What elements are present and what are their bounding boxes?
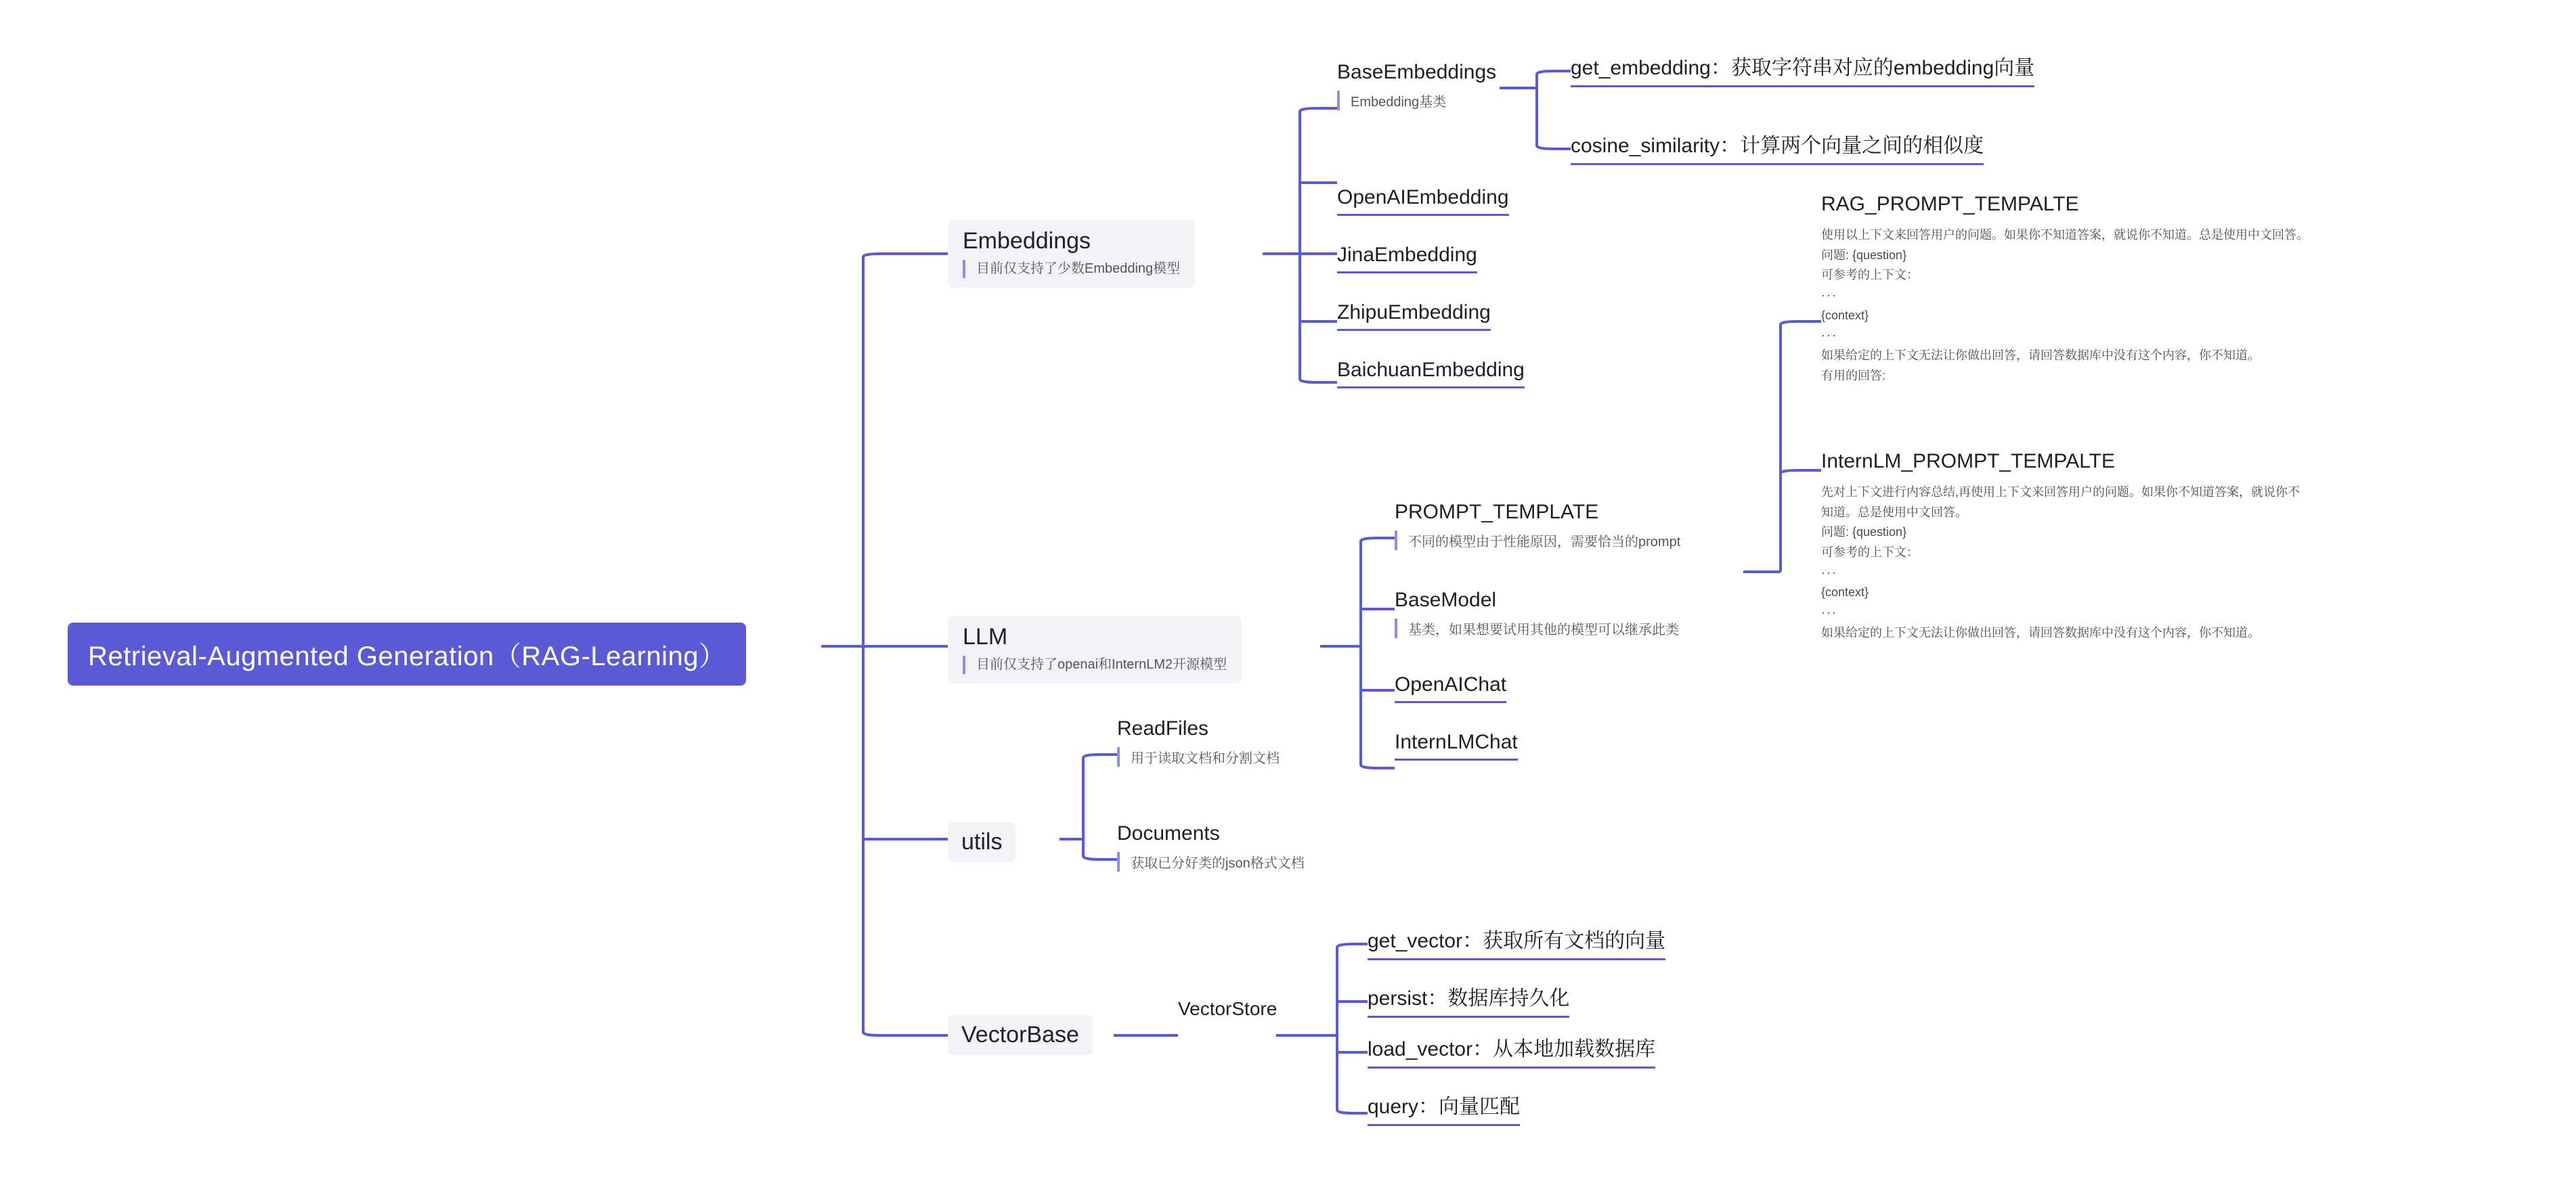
leaf-zhipu-embedding[interactable] (1337, 301, 1491, 331)
method-persist-label: persist：数据库持久化 (1368, 981, 1569, 1018)
leaf-vector-store[interactable]: VectorStore (1178, 998, 1278, 1019)
leaf-openai-embedding[interactable] (1337, 186, 1509, 216)
note-line: {context} (1821, 585, 1869, 600)
note-line: 先对上下文进行内容总结,再使用上下文来回答用户的问题。如果你不知道答案，就说你不 (1821, 485, 2300, 499)
leaf-prompt-template-sub: 不同的模型由于性能原因，需要恰当的prompt (1395, 531, 1680, 550)
method-get-vector[interactable] (1368, 924, 1665, 960)
method-query[interactable] (1368, 1090, 1520, 1126)
leaf-baichuan-embedding-label: BaichuanEmbedding (1337, 359, 1525, 388)
leaf-documents-sub: 获取已分好类的json格式文档 (1117, 852, 1305, 872)
leaf-openai-embedding-label: OpenAIEmbedding (1337, 186, 1509, 216)
leaf-zhipu-embedding-label: ZhipuEmbedding (1337, 301, 1491, 331)
leaf-base-embeddings-sub: Embedding基类 (1337, 91, 1496, 110)
branch-embeddings-sub: 目前仅支持了少数Embedding模型 (963, 260, 1180, 278)
leaf-documents[interactable] (1117, 822, 1305, 872)
leaf-read-files[interactable] (1117, 717, 1280, 767)
branch-llm-title: LLM (963, 624, 1008, 650)
branch-vectorbase-title: VectorBase (961, 1022, 1079, 1048)
note-line: ··· (1821, 288, 1837, 302)
method-query-label: query：向量匹配 (1368, 1090, 1520, 1126)
leaf-base-model[interactable] (1395, 589, 1679, 638)
leaf-jina-embedding-label: JinaEmbedding (1337, 244, 1477, 273)
note-line: ··· (1821, 565, 1837, 579)
note-internlm-prompt-title: InternLM_PROMPT_TEMPALTE (1821, 450, 2116, 472)
leaf-prompt-template-label: PROMPT_TEMPLATE (1395, 501, 1599, 523)
note-line: 知道。总是使用中文回答。 (1821, 505, 1967, 519)
root-node[interactable]: Retrieval-Augmented Generation（RAG-Learning） (68, 623, 746, 686)
note-line: 如果给定的上下文无法让你做出回答，请回答数据库中没有这个内容，你不知道。 (1821, 349, 2260, 363)
leaf-baichuan-embedding[interactable] (1337, 359, 1525, 388)
note-line: ··· (1821, 606, 1837, 620)
note-line: 如果给定的上下文无法让你做出回答，请回答数据库中没有这个内容，你不知道。 (1821, 625, 2260, 640)
branch-utils-title: utils (961, 829, 1003, 855)
leaf-jina-embedding[interactable] (1337, 244, 1477, 273)
branch-embeddings-title: Embeddings (963, 228, 1091, 254)
note-internlm-prompt-template[interactable] (1821, 450, 2512, 644)
method-load-vector-label: load_vector：从本地加载数据库 (1368, 1032, 1655, 1069)
note-line: 有用的回答: (1821, 368, 1886, 382)
method-get-embedding-label: get_embedding：获取字符串对应的embedding向量 (1571, 51, 2034, 87)
leaf-read-files-label: ReadFiles (1117, 717, 1209, 740)
note-line: 可参考的上下文： (1821, 268, 1919, 282)
method-load-vector[interactable] (1368, 1032, 1655, 1069)
method-get-vector-label: get_vector：获取所有文档的向量 (1368, 924, 1665, 960)
leaf-base-embeddings[interactable] (1337, 61, 1496, 110)
leaf-base-embeddings-label: BaseEmbeddings (1337, 61, 1497, 83)
branch-utils[interactable] (948, 822, 1016, 862)
method-get-embedding[interactable] (1571, 51, 2034, 87)
leaf-base-model-label: BaseModel (1395, 589, 1497, 611)
note-line: 问题: {question} (1821, 525, 1907, 539)
note-line: 问题: {question} (1821, 248, 1907, 262)
branch-llm-sub: 目前仅支持了openai和InternLM2开源模型 (963, 656, 1227, 674)
leaf-read-files-sub: 用于读取文档和分割文档 (1117, 747, 1280, 767)
leaf-openai-chat[interactable] (1395, 673, 1506, 703)
note-rag-prompt-body (1821, 225, 2512, 386)
note-rag-prompt-template[interactable] (1821, 193, 2512, 386)
leaf-internlm-chat-label: InternLMChat (1395, 731, 1518, 761)
note-line: 可参考的上下文： (1821, 545, 1919, 560)
leaf-documents-label: Documents (1117, 822, 1220, 845)
leaf-base-model-sub: 基类，如果想要试用其他的模型可以继承此类 (1395, 619, 1679, 638)
note-rag-prompt-title: RAG_PROMPT_TEMPALTE (1821, 193, 2079, 215)
note-internlm-prompt-body (1821, 483, 2512, 644)
branch-llm[interactable] (948, 616, 1242, 683)
leaf-openai-chat-label: OpenAIChat (1395, 673, 1506, 703)
branch-embeddings[interactable] (948, 220, 1195, 288)
note-line: ··· (1821, 328, 1837, 342)
note-line: {context} (1821, 308, 1869, 322)
leaf-internlm-chat[interactable] (1395, 731, 1518, 761)
method-cosine-similarity-label: cosine_similarity：计算两个向量之间的相似度 (1571, 129, 1984, 165)
method-cosine-similarity[interactable] (1571, 129, 1984, 165)
branch-vectorbase[interactable] (948, 1015, 1093, 1055)
leaf-prompt-template[interactable] (1395, 501, 1680, 550)
note-line: 使用以上下文来回答用户的问题。如果你不知道答案，就说你不知道。总是使用中文回答。 (1821, 228, 2309, 242)
method-persist[interactable] (1368, 981, 1569, 1018)
